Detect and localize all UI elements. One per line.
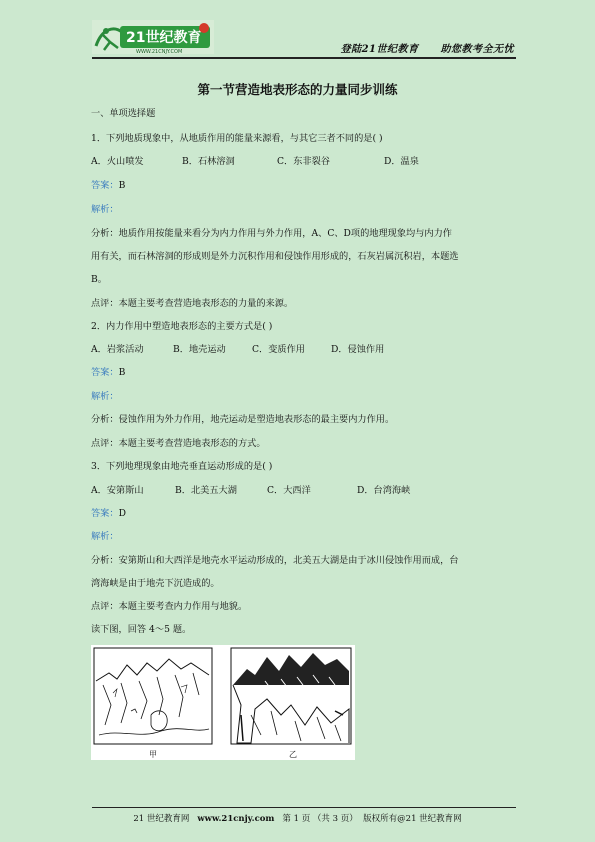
question-2-comment: 点评：本题主要考查营造地表形态的方式。 [91,438,266,449]
footer-page: 第 1 页 （共 3 页） [282,814,358,824]
option-c: C．东非裂谷 [277,156,330,167]
section-heading: 一、单项选择题 [91,108,156,119]
figure-label-left: 甲 [149,750,157,759]
question-1-analysis-line: 用有关，而石林溶洞的形成则是外力沉积作用和侵蚀作用形成的，石灰岩属沉积岩，本题选 [91,251,459,262]
question-1-analysis-line: 分析：地质作用按能量来看分为内力作用与外力作用，A、C、D项的地理现象均与内力作 [91,228,452,239]
read-figure-instruction: 读下图，回答 4～5 题。 [91,624,192,635]
option-c: C．变质作用 [252,344,305,355]
logo-subtext: WWW.21CNJY.COM [136,49,183,54]
option-b: B．石林溶洞 [182,156,235,167]
option-d: D．侵蚀作用 [331,344,385,355]
question-1-analysis-line: B。 [91,274,107,285]
question-3-analysis-label: 解析： [91,531,119,542]
landform-figure [91,645,355,760]
page-title: 第一节营造地表形态的力量同步训练 [197,82,398,97]
option-a: A．岩浆活动 [91,344,144,355]
footer-divider [92,807,516,808]
option-d: D．台湾海峡 [357,485,411,496]
page-footer [0,812,595,824]
header-divider [92,57,516,59]
brand-logo [92,20,214,54]
question-1-stem: 1．下列地质现象中，从地质作用的能量来源看，与其它三者不同的是( ) [91,133,383,144]
question-3-analysis-line: 分析：安第斯山和大西洋是地壳水平运动形成的，北美五大湖是由于冰川侵蚀作用而成，台 [91,555,459,566]
slogan-left: 登陆21世纪教育 [340,44,419,55]
slogan-right: 助您教考全无忧 [440,44,514,55]
option-d: D．温泉 [384,156,419,167]
question-2-analysis-line: 分析：侵蚀作用为外力作用，地壳运动是塑造地表形态的最主要内力作用。 [91,414,395,425]
question-3-stem: 3．下列地理现象由地壳垂直运动形成的是( ) [91,461,273,472]
question-3-answer: 答案：D [91,508,126,519]
page-header [92,20,516,56]
question-2-stem: 2．内力作用中塑造地表形态的主要方式是( ) [91,321,273,332]
footer-left: 21 世纪教育网 [133,814,190,824]
question-3-analysis-line: 湾海峡是由于地壳下沉造成的。 [91,578,220,589]
figure-label-right: 乙 [289,750,297,759]
question-1-comment: 点评：本题主要考查营造地表形态的力量的来源。 [91,298,294,309]
option-b: B．北美五大湖 [175,485,237,496]
question-2-analysis-label: 解析： [91,391,119,402]
header-slogan [341,40,514,55]
question-2-answer: 答案：B [91,367,126,378]
landform-sketch-right [231,648,351,759]
option-a: A．安第斯山 [91,485,144,496]
option-a: A．火山喷发 [91,156,144,167]
logo-text: 21世纪教育 [126,30,202,46]
footer-rights: 版权所有@21 世纪教育网 [363,814,462,824]
option-b: B．地壳运动 [173,344,226,355]
question-1-answer: 答案：B [91,180,126,191]
footer-site[interactable]: www.21cnjy.com [197,814,275,824]
question-3-comment: 点评：本题主要考查内力作用与地貌。 [91,601,248,612]
question-1-analysis-label: 解析： [91,204,119,215]
landform-sketch-left [94,648,212,759]
option-c: C．大西洋 [267,485,311,496]
